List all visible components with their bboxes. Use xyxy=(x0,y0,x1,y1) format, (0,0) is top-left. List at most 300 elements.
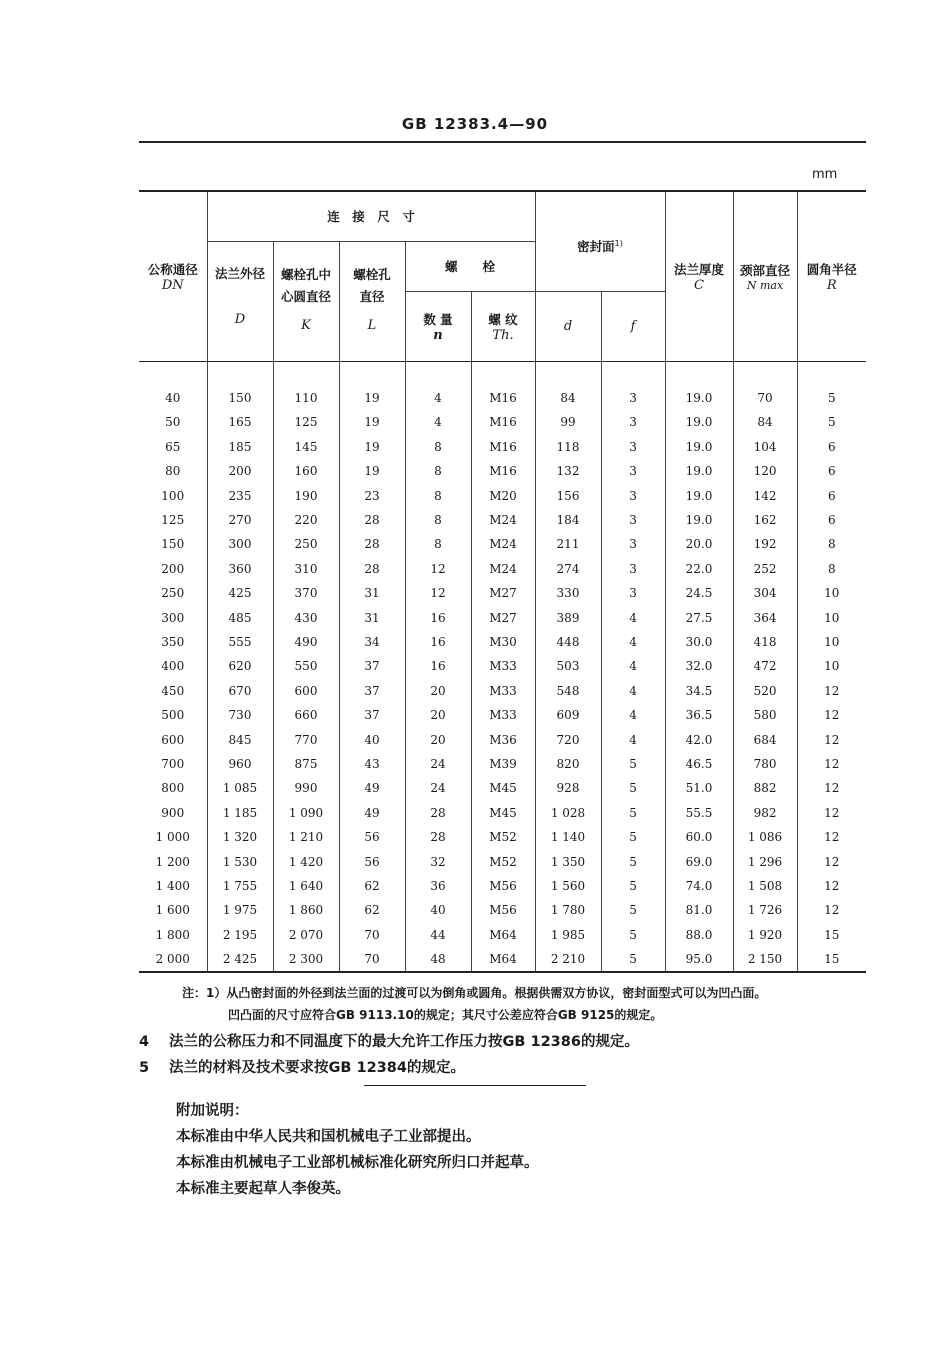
header-c-symbol: C xyxy=(694,277,704,293)
cell-dn: 500 xyxy=(161,708,185,723)
cell-neck: 104 xyxy=(733,435,797,459)
clause-5-number: 5 xyxy=(139,1060,150,1076)
cell-neck: 70 xyxy=(733,386,797,410)
header-seal-label: 密封面 xyxy=(577,239,615,255)
cell-seal-d: 609 xyxy=(535,703,601,727)
table-row xyxy=(139,849,866,873)
cell-c: 27.5 xyxy=(665,605,733,629)
cell-seal-d: 448 xyxy=(535,630,601,654)
cell-seal-f: 5 xyxy=(601,947,665,972)
cell-thread: M16 xyxy=(471,459,535,483)
cell-seal-f: 3 xyxy=(601,483,665,507)
cell-d-outer: 845 xyxy=(207,727,273,751)
cell-r: 12 xyxy=(797,776,866,800)
cell-seal-d: 820 xyxy=(535,752,601,776)
cell-n: 12 xyxy=(405,581,471,605)
cell-n: 24 xyxy=(405,752,471,776)
cell-thread: M64 xyxy=(471,947,535,972)
cell-k: 490 xyxy=(273,630,339,654)
cell-seal-f: 5 xyxy=(601,801,665,825)
cell-r: 6 xyxy=(797,483,866,507)
cell-d-outer: 620 xyxy=(207,654,273,678)
cell-l: 19 xyxy=(339,386,405,410)
header-c-label: 法兰厚度 xyxy=(674,261,725,277)
cell-d-outer: 1 320 xyxy=(207,825,273,849)
header-r-symbol: R xyxy=(826,277,837,293)
cell-dn: 2 000 xyxy=(139,947,207,972)
cell-c: 81.0 xyxy=(665,898,733,922)
cell-seal-d: 1 780 xyxy=(535,898,601,922)
cell-thread: M24 xyxy=(471,508,535,532)
cell-r: 15 xyxy=(797,922,866,946)
cell-k: 145 xyxy=(273,435,339,459)
cell-seal-d: 118 xyxy=(535,435,601,459)
cell-seal-d: 503 xyxy=(535,654,601,678)
cell-thread: M52 xyxy=(471,825,535,849)
cell-c: 55.5 xyxy=(665,801,733,825)
cell-neck: 580 xyxy=(733,703,797,727)
cell-l: 56 xyxy=(339,849,405,873)
cell-neck: 364 xyxy=(733,605,797,629)
cell-n: 44 xyxy=(405,922,471,946)
cell-neck: 120 xyxy=(733,459,797,483)
table-row xyxy=(139,508,866,532)
cell-k: 1 860 xyxy=(273,898,339,922)
cell-seal-d: 330 xyxy=(535,581,601,605)
cell-seal-f: 3 xyxy=(601,435,665,459)
table-row xyxy=(139,605,866,629)
header-dn-symbol: DN xyxy=(161,277,184,293)
cell-d-outer: 425 xyxy=(207,581,273,605)
cell-neck: 1 726 xyxy=(733,898,797,922)
cell-thread: M24 xyxy=(471,532,535,556)
cell-l: 62 xyxy=(339,898,405,922)
cell-k: 430 xyxy=(273,605,339,629)
cell-seal-d: 548 xyxy=(535,679,601,703)
cell-n: 24 xyxy=(405,776,471,800)
cell-l: 62 xyxy=(339,874,405,898)
footnote-line-2: 凹凸面的尺寸应符合GB 9113.10的规定；其尺寸公差应符合GB 9125的规定。 xyxy=(228,1008,663,1022)
cell-k: 2 070 xyxy=(273,922,339,946)
header-k xyxy=(273,241,339,361)
cell-d-outer: 1 755 xyxy=(207,874,273,898)
cell-l: 70 xyxy=(339,947,405,972)
cell-thread: M52 xyxy=(471,849,535,873)
cell-c: 22.0 xyxy=(665,557,733,581)
cell-c: 19.0 xyxy=(665,410,733,434)
cell-l: 23 xyxy=(339,483,405,507)
cell-seal-d: 99 xyxy=(535,410,601,434)
header-k-label: 螺栓孔中心圆直径 xyxy=(280,266,331,304)
cell-k: 160 xyxy=(273,459,339,483)
table-row xyxy=(139,435,866,459)
cell-k: 190 xyxy=(273,483,339,507)
cell-n: 8 xyxy=(405,483,471,507)
header-group-connect: 连 接 尺 寸 xyxy=(207,191,535,241)
cell-dn: 400 xyxy=(161,659,185,674)
table-row xyxy=(139,801,866,825)
cell-d-outer: 165 xyxy=(207,410,273,434)
header-n xyxy=(733,191,797,361)
cell-d-outer: 730 xyxy=(207,703,273,727)
cell-seal-d: 156 xyxy=(535,483,601,507)
cell-seal-d: 2 210 xyxy=(535,947,601,972)
cell-n: 28 xyxy=(405,825,471,849)
header-rule xyxy=(139,141,866,143)
cell-n: 32 xyxy=(405,849,471,873)
additional-line-3: 本标准主要起草人李俊英。 xyxy=(176,1181,350,1197)
cell-dn: 1 000 xyxy=(155,830,190,845)
header-l-label: 螺栓孔直径 xyxy=(353,266,391,304)
cell-l: 49 xyxy=(339,801,405,825)
cell-thread: M45 xyxy=(471,801,535,825)
cell-thread: M33 xyxy=(471,703,535,727)
table-row xyxy=(139,703,866,727)
cell-thread: M20 xyxy=(471,483,535,507)
cell-dn: 900 xyxy=(161,805,185,820)
cell-n: 36 xyxy=(405,874,471,898)
cell-thread: M27 xyxy=(471,581,535,605)
cell-dn: 65 xyxy=(165,439,181,454)
header-n-count-symbol: n xyxy=(433,327,443,343)
cell-k: 600 xyxy=(273,679,339,703)
cell-c: 24.5 xyxy=(665,581,733,605)
cell-seal-f: 5 xyxy=(601,898,665,922)
cell-c: 19.0 xyxy=(665,459,733,483)
cell-r: 12 xyxy=(797,727,866,751)
cell-k: 990 xyxy=(273,776,339,800)
header-d-outer xyxy=(207,241,273,361)
cell-thread: M16 xyxy=(471,435,535,459)
cell-d-outer: 150 xyxy=(207,386,273,410)
cell-seal-f: 3 xyxy=(601,557,665,581)
flange-dimension-table xyxy=(139,190,866,973)
table-footnote xyxy=(182,982,766,1026)
cell-d-outer: 300 xyxy=(207,532,273,556)
table-row xyxy=(139,483,866,507)
table-row xyxy=(139,752,866,776)
cell-l: 28 xyxy=(339,508,405,532)
cell-dn: 50 xyxy=(165,415,181,430)
cell-dn: 150 xyxy=(161,537,185,552)
cell-r: 5 xyxy=(797,386,866,410)
cell-c: 95.0 xyxy=(665,947,733,972)
cell-c: 30.0 xyxy=(665,630,733,654)
cell-r: 12 xyxy=(797,898,866,922)
cell-n: 12 xyxy=(405,557,471,581)
cell-thread: M16 xyxy=(471,410,535,434)
cell-dn: 800 xyxy=(161,781,185,796)
table-row xyxy=(139,922,866,946)
cell-n: 4 xyxy=(405,410,471,434)
section-divider xyxy=(364,1085,586,1086)
cell-n: 20 xyxy=(405,679,471,703)
cell-l: 31 xyxy=(339,605,405,629)
cell-r: 12 xyxy=(797,825,866,849)
additional-line-1: 本标准由中华人民共和国机械电子工业部提出。 xyxy=(176,1129,481,1145)
table-row xyxy=(139,581,866,605)
cell-dn: 125 xyxy=(161,513,185,528)
header-thread xyxy=(471,291,535,361)
cell-dn: 350 xyxy=(161,634,185,649)
cell-neck: 472 xyxy=(733,654,797,678)
cell-k: 770 xyxy=(273,727,339,751)
cell-r: 10 xyxy=(797,654,866,678)
cell-n: 8 xyxy=(405,532,471,556)
cell-k: 875 xyxy=(273,752,339,776)
cell-thread: M24 xyxy=(471,557,535,581)
table-row xyxy=(139,410,866,434)
header-l-symbol: L xyxy=(367,317,377,333)
cell-dn: 1 600 xyxy=(155,903,190,918)
cell-n: 20 xyxy=(405,703,471,727)
clause-4 xyxy=(139,1030,639,1051)
cell-seal-d: 132 xyxy=(535,459,601,483)
cell-neck: 780 xyxy=(733,752,797,776)
cell-thread: M45 xyxy=(471,776,535,800)
cell-r: 10 xyxy=(797,630,866,654)
cell-c: 51.0 xyxy=(665,776,733,800)
cell-dn: 600 xyxy=(161,732,185,747)
cell-neck: 162 xyxy=(733,508,797,532)
clause-5-text: 法兰的材料及技术要求按GB 12384的规定。 xyxy=(169,1060,465,1076)
cell-l: 37 xyxy=(339,679,405,703)
cell-l: 43 xyxy=(339,752,405,776)
cell-seal-f: 4 xyxy=(601,727,665,751)
table-row xyxy=(139,776,866,800)
cell-r: 6 xyxy=(797,459,866,483)
header-n-symbol: N max xyxy=(746,278,784,292)
cell-l: 19 xyxy=(339,435,405,459)
cell-seal-f: 4 xyxy=(601,654,665,678)
cell-seal-f: 3 xyxy=(601,459,665,483)
cell-d-outer: 670 xyxy=(207,679,273,703)
cell-l: 40 xyxy=(339,727,405,751)
cell-thread: M30 xyxy=(471,630,535,654)
cell-neck: 1 920 xyxy=(733,922,797,946)
cell-k: 125 xyxy=(273,410,339,434)
cell-seal-f: 3 xyxy=(601,410,665,434)
cell-thread: M16 xyxy=(471,386,535,410)
additional-title: 附加说明： xyxy=(176,1103,249,1119)
unit-label: mm xyxy=(812,167,838,182)
header-group-bolt: 螺 栓 xyxy=(405,241,535,291)
table-row xyxy=(139,898,866,922)
cell-c: 42.0 xyxy=(665,727,733,751)
cell-seal-d: 1 140 xyxy=(535,825,601,849)
cell-n: 16 xyxy=(405,654,471,678)
table-body xyxy=(139,361,866,972)
cell-seal-f: 3 xyxy=(601,581,665,605)
cell-r: 10 xyxy=(797,581,866,605)
cell-r: 12 xyxy=(797,874,866,898)
cell-d-outer: 1 975 xyxy=(207,898,273,922)
cell-r: 12 xyxy=(797,703,866,727)
cell-n: 8 xyxy=(405,435,471,459)
header-seal-d xyxy=(535,291,601,361)
header-c xyxy=(665,191,733,361)
cell-seal-f: 5 xyxy=(601,825,665,849)
cell-c: 46.5 xyxy=(665,752,733,776)
table-row xyxy=(139,459,866,483)
cell-seal-f: 5 xyxy=(601,752,665,776)
cell-dn: 1 400 xyxy=(155,878,190,893)
cell-n: 40 xyxy=(405,898,471,922)
cell-c: 60.0 xyxy=(665,825,733,849)
cell-neck: 192 xyxy=(733,532,797,556)
cell-neck: 1 296 xyxy=(733,849,797,873)
header-l xyxy=(339,241,405,361)
header-r xyxy=(797,191,866,361)
cell-seal-d: 211 xyxy=(535,532,601,556)
cell-r: 6 xyxy=(797,435,866,459)
cell-seal-f: 3 xyxy=(601,508,665,532)
cell-l: 70 xyxy=(339,922,405,946)
cell-d-outer: 200 xyxy=(207,459,273,483)
cell-seal-d: 1 985 xyxy=(535,922,601,946)
cell-seal-d: 389 xyxy=(535,605,601,629)
cell-r: 12 xyxy=(797,752,866,776)
cell-seal-f: 3 xyxy=(601,386,665,410)
cell-c: 34.5 xyxy=(665,679,733,703)
cell-seal-d: 274 xyxy=(535,557,601,581)
table-row xyxy=(139,386,866,410)
cell-r: 6 xyxy=(797,508,866,532)
cell-neck: 304 xyxy=(733,581,797,605)
table-row xyxy=(139,630,866,654)
cell-dn: 1 800 xyxy=(155,927,190,942)
cell-neck: 2 150 xyxy=(733,947,797,972)
cell-c: 19.0 xyxy=(665,508,733,532)
clause-4-text: 法兰的公称压力和不同温度下的最大允许工作压力按GB 12386的规定。 xyxy=(169,1034,639,1050)
cell-n: 20 xyxy=(405,727,471,751)
header-d-outer-symbol: D xyxy=(234,311,246,327)
header-n-label: 颈部直径 xyxy=(740,262,791,278)
cell-k: 1 090 xyxy=(273,801,339,825)
cell-seal-d: 184 xyxy=(535,508,601,532)
cell-neck: 1 508 xyxy=(733,874,797,898)
table-row xyxy=(139,825,866,849)
cell-l: 19 xyxy=(339,459,405,483)
cell-dn: 200 xyxy=(161,561,185,576)
cell-k: 370 xyxy=(273,581,339,605)
cell-thread: M36 xyxy=(471,727,535,751)
footnote-line-1: 注：1）从凸密封面的外径到法兰面的过渡可以为倒角或圆角。根据供需双方协议，密封面型式可以为凹凸面。 xyxy=(182,986,767,1000)
table-row xyxy=(139,532,866,556)
cell-dn: 450 xyxy=(161,683,185,698)
cell-neck: 520 xyxy=(733,679,797,703)
cell-n: 4 xyxy=(405,386,471,410)
cell-dn: 300 xyxy=(161,610,185,625)
cell-n: 8 xyxy=(405,508,471,532)
table-row xyxy=(139,947,866,972)
cell-n: 16 xyxy=(405,605,471,629)
cell-r: 8 xyxy=(797,557,866,581)
cell-l: 19 xyxy=(339,410,405,434)
additional-line-2: 本标准由机械电子工业部机械标准化研究所归口并起草。 xyxy=(176,1155,539,1171)
cell-n: 8 xyxy=(405,459,471,483)
cell-neck: 684 xyxy=(733,727,797,751)
cell-c: 20.0 xyxy=(665,532,733,556)
cell-c: 36.5 xyxy=(665,703,733,727)
cell-d-outer: 1 530 xyxy=(207,849,273,873)
cell-thread: M39 xyxy=(471,752,535,776)
cell-d-outer: 185 xyxy=(207,435,273,459)
cell-r: 10 xyxy=(797,605,866,629)
cell-dn: 80 xyxy=(165,464,181,479)
header-r-label: 圆角半径 xyxy=(806,261,857,277)
table-spacer-row xyxy=(139,361,866,386)
cell-d-outer: 1 085 xyxy=(207,776,273,800)
cell-thread: M33 xyxy=(471,679,535,703)
header-seal-d-symbol: d xyxy=(563,318,573,334)
clause-4-number: 4 xyxy=(139,1034,150,1050)
table-row xyxy=(139,874,866,898)
cell-n: 16 xyxy=(405,630,471,654)
cell-seal-f: 3 xyxy=(601,532,665,556)
header-dn-label: 公称通径 xyxy=(147,261,198,277)
cell-k: 2 300 xyxy=(273,947,339,972)
cell-l: 37 xyxy=(339,703,405,727)
header-d-outer-label: 法兰外径 xyxy=(214,265,265,281)
cell-dn: 40 xyxy=(165,391,181,406)
header-seal-f xyxy=(601,291,665,361)
cell-d-outer: 360 xyxy=(207,557,273,581)
cell-seal-d: 1 350 xyxy=(535,849,601,873)
cell-k: 310 xyxy=(273,557,339,581)
header-thread-label: 螺 纹 xyxy=(488,311,518,327)
cell-c: 19.0 xyxy=(665,483,733,507)
cell-c: 88.0 xyxy=(665,922,733,946)
cell-l: 28 xyxy=(339,557,405,581)
cell-thread: M56 xyxy=(471,898,535,922)
cell-k: 250 xyxy=(273,532,339,556)
cell-r: 5 xyxy=(797,410,866,434)
cell-neck: 1 086 xyxy=(733,825,797,849)
header-dn xyxy=(139,191,207,361)
cell-dn: 100 xyxy=(161,488,185,503)
cell-l: 49 xyxy=(339,776,405,800)
cell-n: 48 xyxy=(405,947,471,972)
header-n-count xyxy=(405,291,471,361)
table-row xyxy=(139,654,866,678)
cell-k: 220 xyxy=(273,508,339,532)
cell-k: 660 xyxy=(273,703,339,727)
cell-d-outer: 1 185 xyxy=(207,801,273,825)
cell-neck: 982 xyxy=(733,801,797,825)
cell-c: 32.0 xyxy=(665,654,733,678)
cell-thread: M33 xyxy=(471,654,535,678)
cell-r: 12 xyxy=(797,679,866,703)
cell-neck: 252 xyxy=(733,557,797,581)
cell-thread: M56 xyxy=(471,874,535,898)
cell-thread: M64 xyxy=(471,922,535,946)
cell-neck: 882 xyxy=(733,776,797,800)
cell-neck: 418 xyxy=(733,630,797,654)
cell-k: 1 420 xyxy=(273,849,339,873)
header-seal-footnote-mark: 1) xyxy=(614,239,623,249)
table-row xyxy=(139,727,866,751)
cell-seal-f: 5 xyxy=(601,776,665,800)
cell-d-outer: 270 xyxy=(207,508,273,532)
cell-neck: 84 xyxy=(733,410,797,434)
table-row xyxy=(139,557,866,581)
cell-k: 1 210 xyxy=(273,825,339,849)
cell-seal-f: 5 xyxy=(601,849,665,873)
cell-seal-f: 4 xyxy=(601,703,665,727)
cell-seal-f: 5 xyxy=(601,874,665,898)
cell-l: 56 xyxy=(339,825,405,849)
